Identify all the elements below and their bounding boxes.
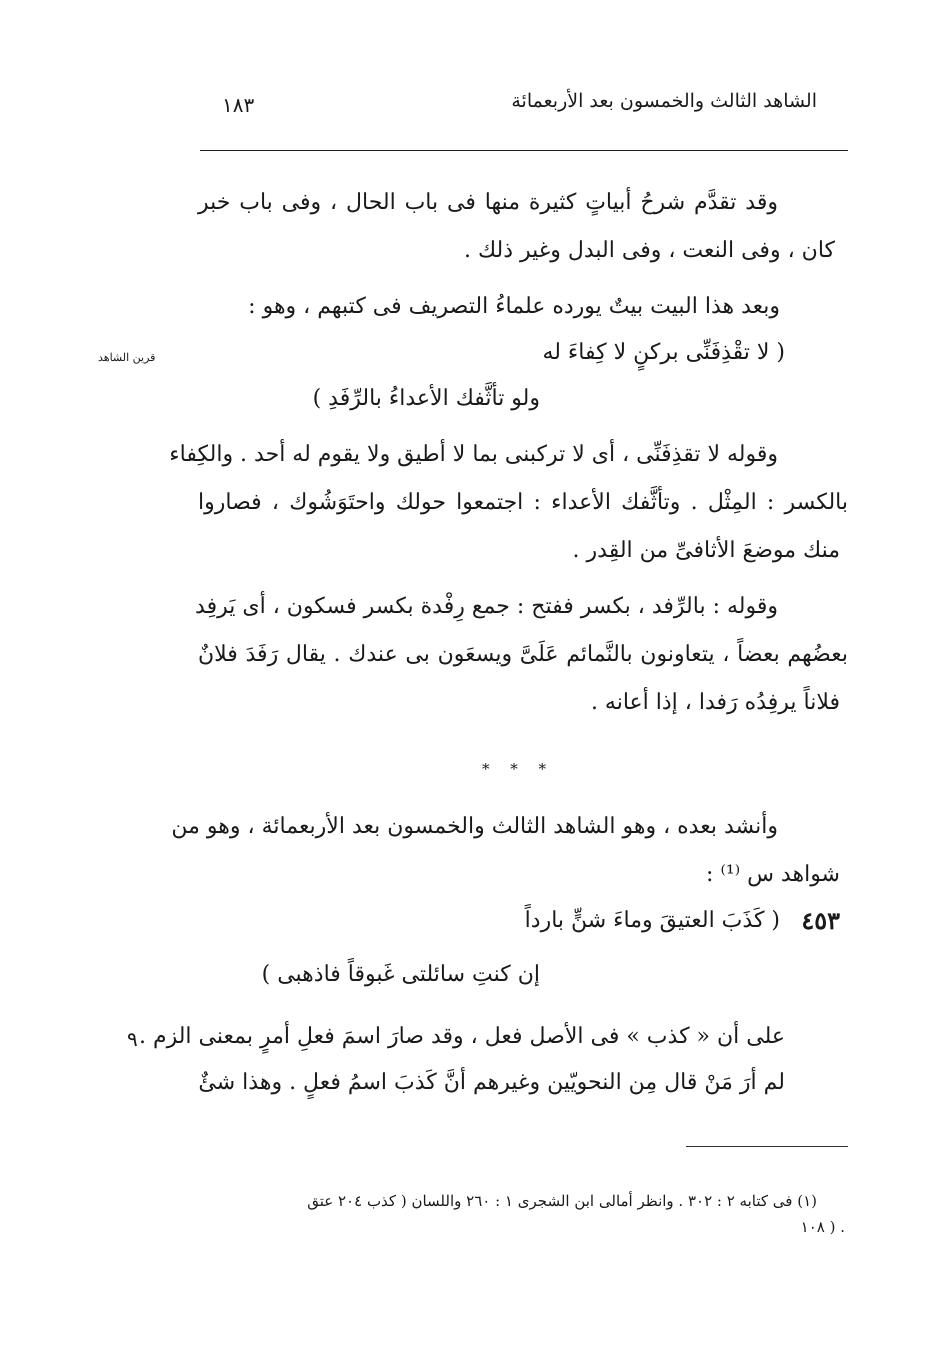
verse2-second-hemistich: إن كنتِ سائلتى غَبوقاً فاذهبى )	[261, 962, 540, 987]
para3-line1: وقوله لا تقذِفَنِّى ، أى لا تركبنى بما لا أطيق ولا يقوم له أحد . والكِفاء	[169, 442, 778, 467]
verse1-second-hemistich: ولو تأثَّفك الأعداءُ بالرِّفَدِ )	[312, 386, 540, 411]
para5-line1: وأنشد بعده ، وهو الشاهد الثالث والخمسون بعد الأربعمائة ، وهو من	[171, 814, 778, 839]
para4-line3: فلاناً يرفِدُه رَفدا ، إذا أعانه .	[590, 690, 840, 715]
para4-line2: بعضُهم بعضاً ، يتعاونون بالنَّمائم عَلَىَّ ويسعَون بى عندك . يقال رَفَدَ فلانٌ	[198, 642, 848, 667]
margin-note: قرين الشاهد	[98, 351, 156, 364]
footnote-line2: ١٠٨ ) .	[800, 1218, 845, 1236]
para2-line: وبعد هذا البيت بيتٌ يورده علماءُ التصريف فى كتبهم ، وهو :	[248, 294, 780, 319]
header-rule	[200, 150, 848, 151]
page-number: ١٨٣	[222, 93, 255, 117]
line-marker: ٩	[127, 1027, 138, 1051]
para4-line1: وقوله : بالرِّفد ، بكسر ففتح : جمع رِفْدة بكسر فسكون ، أى يَرفِد	[195, 594, 778, 619]
para1-line2: كان ، وفى النعت ، وفى البدل وغير ذلك .	[463, 238, 835, 263]
shahid-number: ٤٥٣	[801, 906, 840, 935]
para3-line3: منك موضعَ الأثافىِّ من القِدر .	[572, 538, 840, 563]
verse1-first-hemistich: ( لا تقْذِفَنِّى بركنٍ لا كِفاءَ له	[542, 340, 785, 365]
para1-line1: وقد تقدَّم شرحُ أبياتٍ كثيرة منها فى باب الحال ، وفى باب خبر	[198, 190, 778, 215]
para6-line1: على أن « كذب » فى الأصل فعل ، وقد صارَ اسمَ فعلِ أمرٍ بمعنى الزم .	[138, 1024, 785, 1049]
section-separator: * * *	[482, 760, 555, 778]
para5-line2: شواهد س ⁽¹⁾ :	[706, 862, 840, 887]
running-header-title: الشاهد الثالث والخمسون بعد الأربعمائة	[511, 90, 817, 112]
footnote-rule	[686, 1146, 848, 1147]
para3-line2: بالكسر : المِثْل . وتأثَّفك الأعداء : اجتمعوا حولك واحتَوَشُوك ، فصاروا	[198, 490, 849, 515]
verse2-first-hemistich: ( كَذَبَ العتيقَ وماءَ شنٍّ بارداً	[524, 908, 780, 933]
para6-line2: لم أرَ مَنْ قال مِن النحويّين وغيرهم أنَّ كَذبَ اسمُ فعلٍ . وهذا شئٌ	[198, 1070, 785, 1095]
footnote-line1: (١) فى كتابه ٢ : ٣٠٢ . وانظر أمالى ابن الشجرى ١ : ٢٦٠ واللسان ( كذب ٢٠٤ عتق	[307, 1192, 817, 1210]
